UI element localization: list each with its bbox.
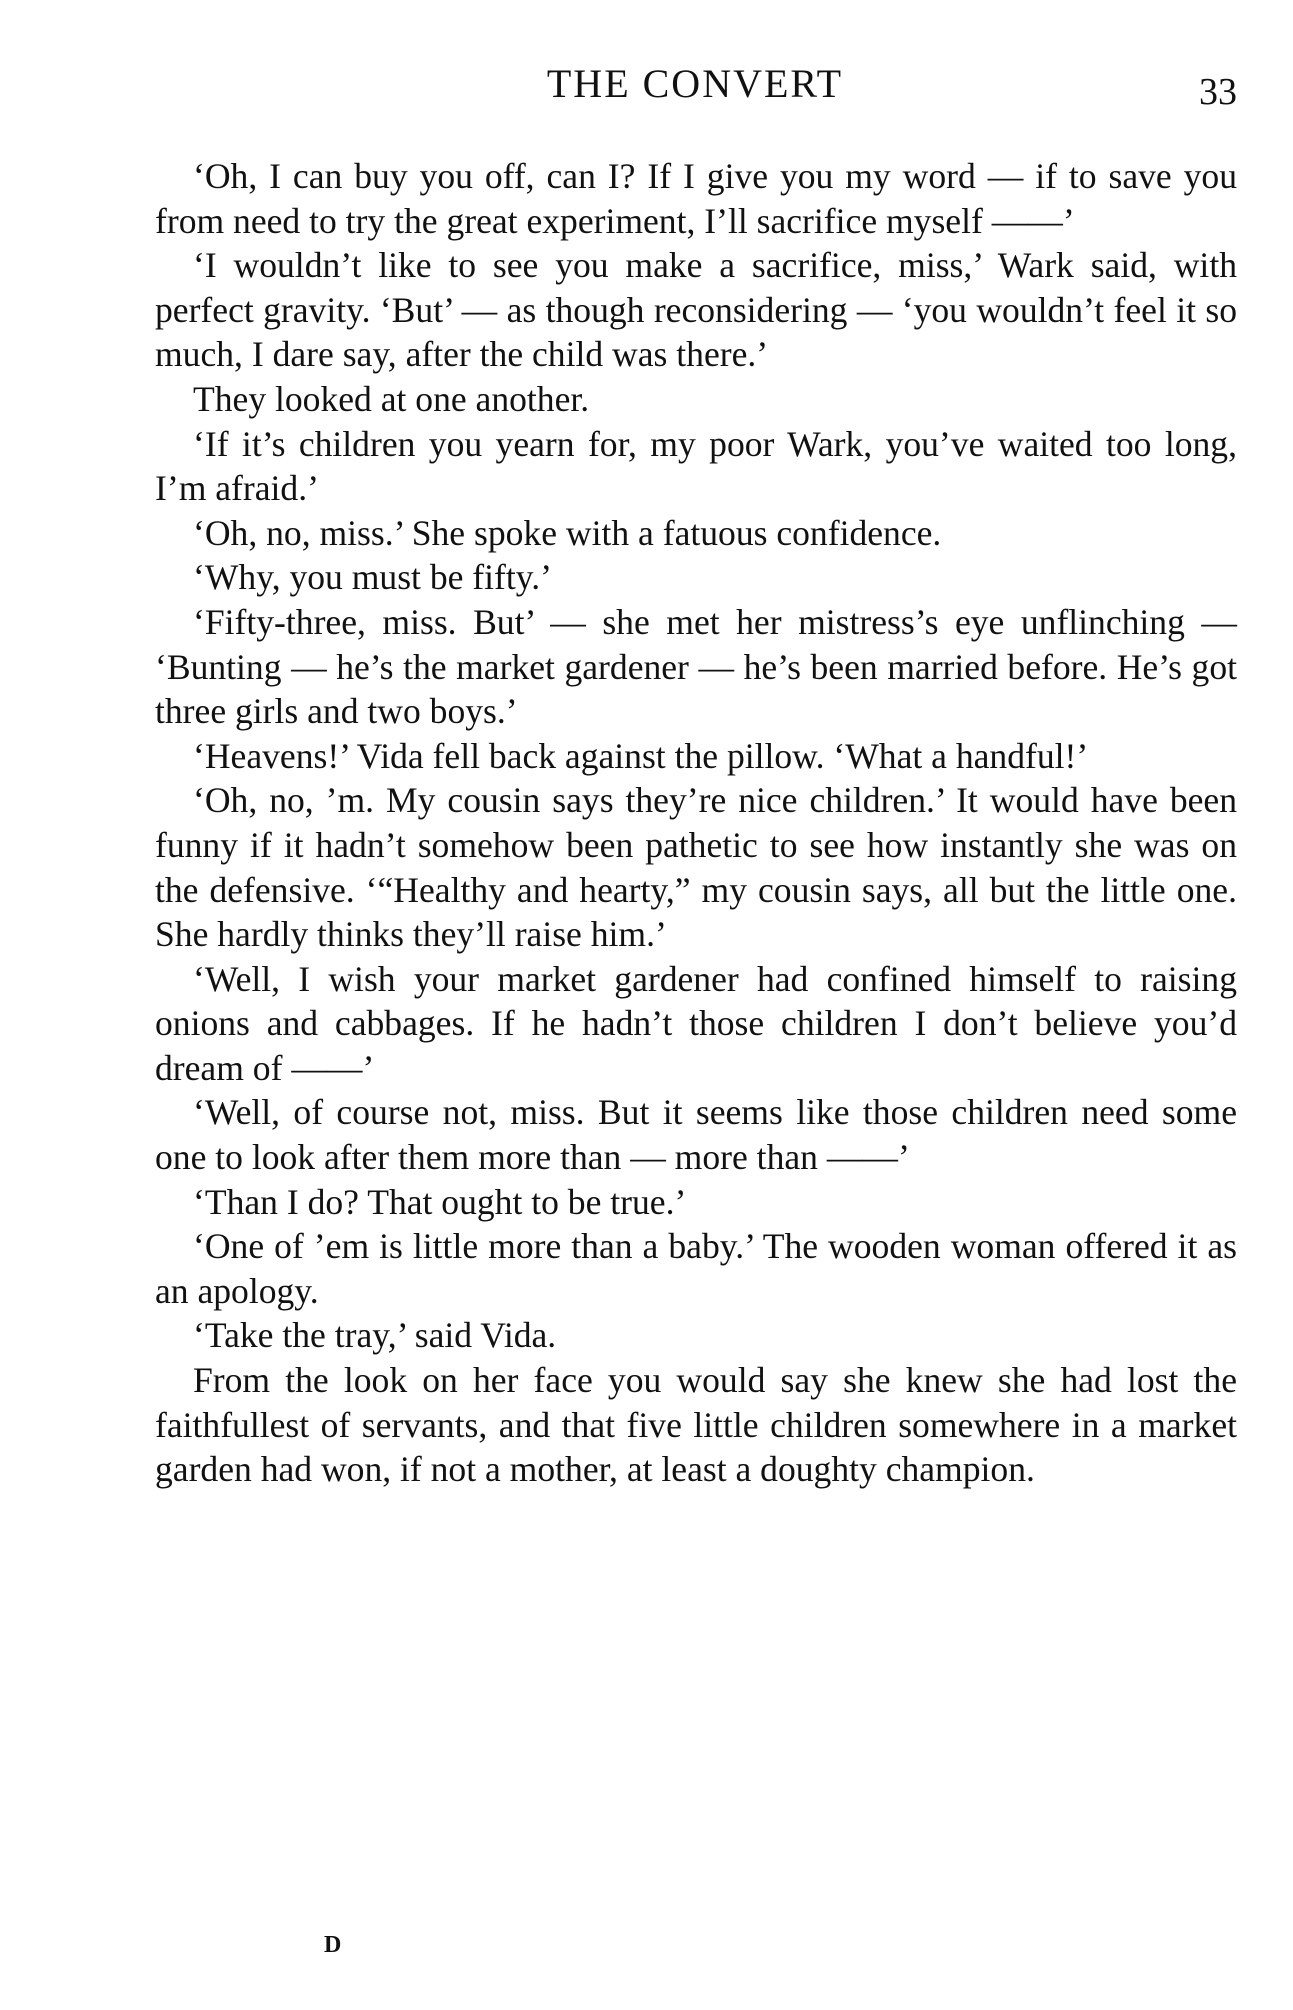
- page-number: 33: [1199, 71, 1237, 113]
- paragraph: ‘Fifty-three, miss. But’ — she met her mistress’s eye unflinching — ‘Bunting — he’s the market gardener — he’s been married before. He’s got three girls and two boys.’: [155, 601, 1237, 732]
- paragraph: ‘Oh, I can buy you off, can I? If I give you my word — if to save you from need to try the great experiment, I’ll sacrifice myself ——’: [155, 156, 1237, 241]
- paragraph: ‘One of ’em is little more than a baby.’ The wooden woman offered it as an apology.: [155, 1226, 1237, 1311]
- paragraph: They looked at one another.: [193, 378, 590, 419]
- paragraph: ‘Oh, no, ’m. My cousin says they’re nice children.’ It would have been funny if it hadn’t somehow been pathetic to see how instantly she was on the defensive. ‘“Healthy and hearty,” my cousin says, all but the little one. She hardly thinks they’ll raise him.’: [155, 780, 1237, 955]
- running-head: [153, 60, 1237, 120]
- paragraph: ‘Why, you must be fifty.’: [193, 557, 552, 598]
- paragraph: ‘Take the tray,’ said Vida.: [193, 1315, 557, 1356]
- body-text: [155, 154, 1237, 1492]
- paragraph: From the look on her face you would say she knew she had lost the faithfullest of servants, and that five little children somewhere in a market garden had won, if not a mother, at least a doughty champion.: [155, 1360, 1237, 1490]
- paragraph: ‘Well, of course not, miss. But it seems like those children need some one to look after them more than — more than ——’: [155, 1092, 1237, 1178]
- paragraph: ‘Than I do? That ought to be true.’: [193, 1181, 687, 1222]
- paragraph: ‘Oh, no, miss.’ She spoke with a fatuous confidence.: [193, 512, 942, 553]
- paragraph: ‘Well, I wish your market gardener had confined himself to raising onions and cabbages. If he hadn’t those children I don’t believe you’d dream of ——’: [155, 958, 1237, 1088]
- paragraph: ‘I wouldn’t like to see you make a sacrifice, miss,’ Wark said, with perfect gravity. ‘But’ — as though reconsidering — ‘you wouldn’t feel it so much, I dare say, after the child was there.’: [155, 245, 1237, 375]
- running-title: THE CONVERT: [546, 61, 844, 106]
- paragraph: ‘Heavens!’ Vida fell back against the pillow. ‘What a handful!’: [193, 735, 1089, 776]
- signature-mark: D: [324, 1932, 342, 1958]
- paragraph: ‘If it’s children you yearn for, my poor Wark, you’ve waited too long, I’m afraid.’: [155, 423, 1237, 509]
